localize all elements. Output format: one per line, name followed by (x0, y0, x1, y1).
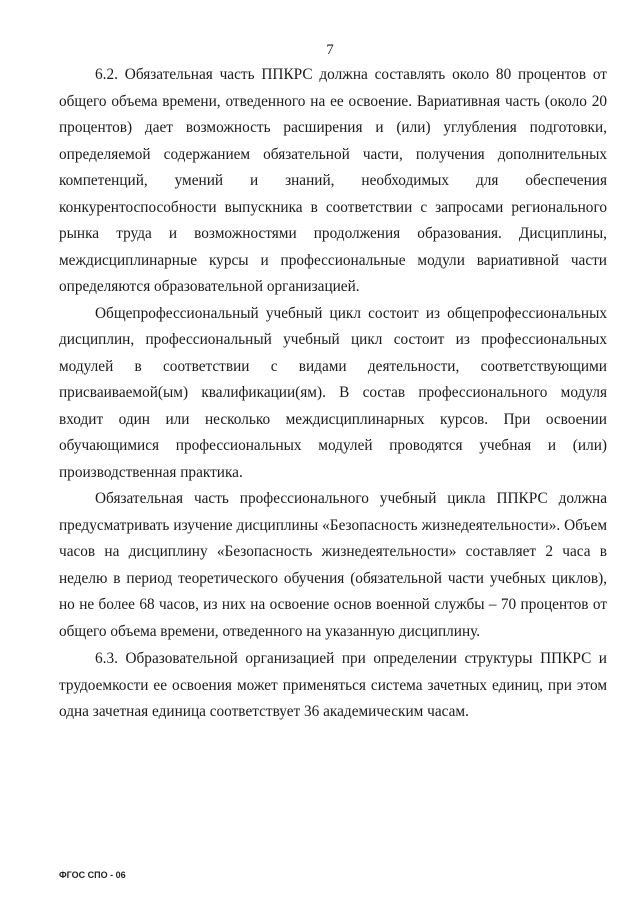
paragraph-general-cycle: Общепрофессиональный учебный цикл состоит из общепрофессиональных дисциплин, профессиональный учебный цикл состоит из профессиональных модулей в соответствии с видами деятельности, соответствующими присваиваемой(ым) квалификации(ям). В состав профессионального модуля входит один или несколько междисциплинарных курсов. При освоении обучающимися профессиональных модулей проводятся учебная и (или) производственная практика. (59, 304, 607, 481)
paragraph-life-safety: Обязательная часть профессионального учебный цикла ППКРС должна предусматривать изучение дисциплины «Безопасность жизнедеятельности». Объем часов на дисциплину «Безопасность жизнедеятельности» составляет 2 часа в неделю в период теоретического обучения (обязательной части учебных циклов), но не более 68 часов, из них на освоение основ военной службы – 70 процентов от общего объема времени, отведенного на указанную дисциплину. (59, 490, 607, 640)
document-body (59, 62, 607, 726)
footer-document-code: ФГОС СПО - 06 (59, 870, 126, 880)
paragraph-6-2: 6.2. Обязательная часть ППКРС должна составлять около 80 процентов от общего объема времени, отведенного на ее освоение. Вариативная часть (около 20 процентов) дает возможность расширения и (или) углубления подготовки, определяемой содержанием обязательной части, получения дополнительных компетенций, умений и знаний, необходимых для обеспечения конкурентоспособности выпускника в соответствии с запросами регионального рынка труда и возможностями продолжения образования. Дисциплины, междисциплинарные курсы и профессиональные модули вариативной части определяются образовательной организацией. (59, 66, 607, 295)
page-number: 7 (326, 42, 334, 58)
paragraph-6-3: 6.3. Образовательной организацией при определении структуры ППКРС и трудоемкости ее освоения может применяться система зачетных единиц, при этом одна зачетная единица соответствует 36 академическим часам. (59, 650, 607, 720)
